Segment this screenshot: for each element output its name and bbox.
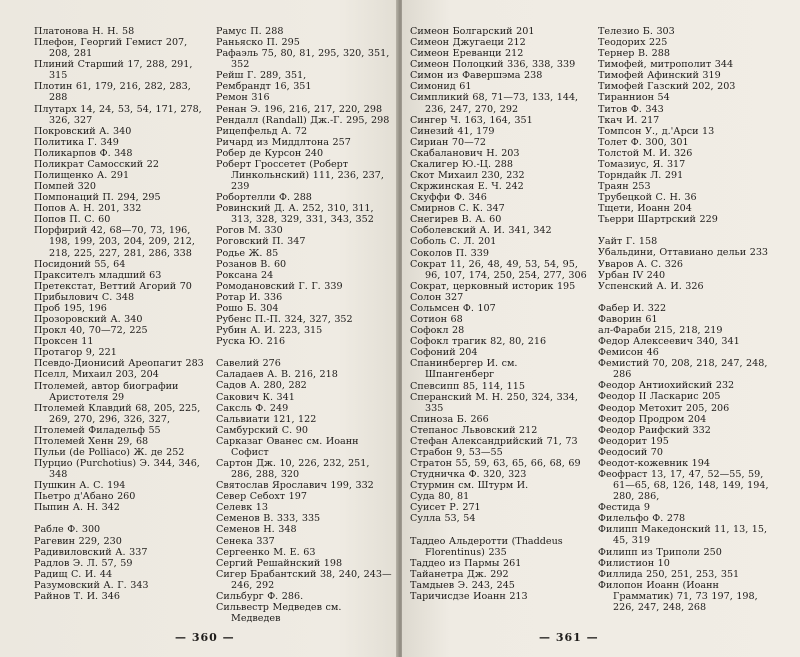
left-page xyxy=(0,0,398,657)
index-gap xyxy=(216,347,394,358)
index-entry: Сенека 337 xyxy=(216,535,275,547)
index-entry: Полищенко А. 291 xyxy=(34,170,130,182)
index-entry: Роберт Гроссетет (Роберт Линкольнский) 111, 236, 237, 239 xyxy=(216,158,384,193)
index-entry: Птолемей Клавдий 68, 205, 225, 269, 270, 296, 326, 327, xyxy=(34,402,201,425)
index-entry: Урбан IV 240 xyxy=(598,269,666,281)
index-entry: Сулла 53, 54 xyxy=(410,513,476,525)
index-entry: Ричард из Миддлтона 257 xyxy=(216,136,351,148)
index-entry: Ротар И. 336 xyxy=(216,291,283,303)
index-column-right-1 xyxy=(410,26,588,602)
index-entry: Пселл, Михаил 203, 204 xyxy=(34,369,159,381)
index-entry: Убальдини, Оттавиано дельи 233 xyxy=(598,247,769,259)
index-column-left-2 xyxy=(216,26,394,624)
index-entry: Скабаланович Н. 203 xyxy=(410,147,520,159)
index-entry: Симеон Болгарский 201 xyxy=(410,26,535,37)
index-entry: Покровский А. 340 xyxy=(34,125,132,137)
index-entry: Снегирев В. А. 60 xyxy=(410,214,502,226)
index-entry: Сарказаг Ованес см. Иоанн Софист xyxy=(216,435,359,458)
index-entry: Птолемей Филадельф 55 xyxy=(34,424,161,436)
index-entry: Попов А. Н. 201, 332 xyxy=(34,203,142,215)
index-entry: Раньяско П. 295 xyxy=(216,37,300,49)
index-entry: Степанос Львовский 212 xyxy=(410,424,538,436)
index-gap xyxy=(598,292,776,303)
index-entry: Родье Ж. 85 xyxy=(216,247,279,259)
right-page xyxy=(402,0,800,657)
index-entry: Плутарх 14, 24, 53, 54, 171, 278, 326, 327 xyxy=(34,103,202,126)
page-number-right: — 361 — xyxy=(539,631,599,644)
index-entry: Суда 80, 81 xyxy=(410,491,470,503)
index-entry: Феодор Антиохийский 232 xyxy=(598,380,735,392)
index-entry: Сперанский М. Н. 250, 324, 334, 335 xyxy=(410,391,578,414)
index-entry: Стурмин см. Штурм И. xyxy=(410,480,529,492)
index-entry: Стефан Александрийский 71, 73 xyxy=(410,435,578,447)
index-entry: Рембрандт 16, 351 xyxy=(216,81,312,93)
index-entry: Софоний 204 xyxy=(410,347,478,359)
index-gap xyxy=(410,525,588,536)
index-entry: Феофраст 13, 17, 47, 52—55, 59, 61—65, 68, 126, 148, 149, 194, 280, 286, xyxy=(598,468,769,503)
index-entry: Попов П. С. 60 xyxy=(34,214,111,226)
index-entry: Садов А. 280, 282 xyxy=(216,380,307,392)
index-entry: Уайт Г. 158 xyxy=(598,236,658,248)
index-entry: Фемисон 46 xyxy=(598,347,659,359)
index-entry: Симонид 61 xyxy=(410,81,472,93)
index-entry: Псевдо-Дионисий Ареопагит 283 xyxy=(34,358,204,370)
index-entry: Посидоний 55, 64 xyxy=(34,258,126,270)
index-entry: Фестида 9 xyxy=(598,502,650,514)
index-entry: Семенов В. 333, 335 xyxy=(216,513,321,525)
index-entry: Сингер Ч. 163, 164, 351 xyxy=(410,114,533,126)
index-entry: Траян 253 xyxy=(598,181,651,193)
index-entry: Радищ С. И. 44 xyxy=(34,568,113,580)
index-entry: Феодор II Ласкарис 205 xyxy=(598,391,721,403)
index-entry: Симеон Джугаеци 212 xyxy=(410,37,526,49)
index-entry: Порфирий 42, 68—70, 73, 196, 198, 199, 203, 204, 209, 212, 218, 225, 227, 281, 286, 338 xyxy=(34,225,195,259)
index-entry: Солон 327 xyxy=(410,291,464,303)
index-entry: Феодосий 70 xyxy=(598,446,664,458)
index-entry: Симон из Фавершэма 238 xyxy=(410,70,543,82)
index-entry: Север Себохт 197 xyxy=(216,491,307,503)
index-entry: Симеон Полоцкий 336, 338, 339 xyxy=(410,59,576,71)
index-entry: Филельфо Ф. 278 xyxy=(598,513,686,525)
index-entry: Пульи (de Polliaco) Ж. де 252 xyxy=(34,446,185,458)
index-entry: Помпей 320 xyxy=(34,181,96,193)
index-entry: Птолемей Хенн 29, 68 xyxy=(34,435,149,447)
index-entry: Соболь С. Л. 201 xyxy=(410,236,497,248)
index-gap xyxy=(598,225,776,236)
index-entry: Феодор Продром 204 xyxy=(598,413,707,425)
index-entry: Сергеенко М. Е. 63 xyxy=(216,546,316,558)
index-entry: Телезио Б. 303 xyxy=(598,26,675,37)
index-entry: Толстой М. И. 326 xyxy=(598,147,693,159)
index-entry: Филлида 250, 251, 253, 351 xyxy=(598,568,740,580)
index-entry: Помпонаций П. 294, 295 xyxy=(34,192,161,204)
index-entry: Прибылович С. 348 xyxy=(34,291,135,303)
index-entry: Селевк 13 xyxy=(216,502,268,514)
index-entry: Федор Алексеевич 340, 341 xyxy=(598,336,740,348)
index-entry: Страбон 9, 53—55 xyxy=(410,446,503,458)
page-number-left: — 360 — xyxy=(175,631,235,644)
index-entry: Фаворин 61 xyxy=(598,313,658,325)
index-entry: Пушкин А. С. 194 xyxy=(34,480,126,492)
index-entry: Политика Г. 349 xyxy=(34,136,119,148)
index-entry: Ромодановский Г. Г. 339 xyxy=(216,280,343,292)
index-entry: Сакович К. 341 xyxy=(216,391,295,403)
index-entry: Ремон 316 xyxy=(216,92,270,104)
index-entry: Савелий 276 xyxy=(216,358,281,370)
index-entry: Смирнов С. К. 347 xyxy=(410,203,505,215)
index-entry: Птолемей, автор биографии Аристотеля 29 xyxy=(34,380,179,403)
index-entry: Праксителъ младший 63 xyxy=(34,269,162,281)
index-entry: Тайанетра Дж. 292 xyxy=(410,568,509,580)
index-entry: Сартон Дж. 10, 226, 232, 251, 286, 288, 320 xyxy=(216,457,370,481)
index-entry: Сильвестр Медведев см. Медведев xyxy=(216,601,342,625)
index-entry: Филипп из Триполи 250 xyxy=(598,546,722,558)
index-entry: Саладаев А. В. 216, 218 xyxy=(216,369,338,381)
index-entry: Поликрат Самосский 22 xyxy=(34,158,159,170)
index-entry: Титов Ф. 343 xyxy=(598,103,664,115)
index-entry: Робер де Курсон 240 xyxy=(216,147,324,159)
index-entry: Претекстат, Веттий Агорий 70 xyxy=(34,280,192,292)
index-entry: Тернер В. 288 xyxy=(598,48,670,60)
index-entry: Райнов Т. И. 346 xyxy=(34,590,120,602)
index-entry: Платонова Н. Н. 58 xyxy=(34,26,135,37)
index-entry: Торндайк Л. 291 xyxy=(598,170,684,182)
index-column-right-2 xyxy=(598,26,776,613)
index-entry: Феодот-кожевник 194 xyxy=(598,457,710,469)
index-entry: Радлов Э. Л. 57, 59 xyxy=(34,557,133,569)
index-entry: Рогов М. 330 xyxy=(216,225,283,237)
index-entry: ал-Фараби 215, 218, 219 xyxy=(598,324,723,336)
index-entry: Толет Ф. 300, 301 xyxy=(598,136,689,148)
index-entry: Плефон, Георгий Гемист 207, 208, 281 xyxy=(34,37,188,60)
index-entry: Прокл 40, 70—72, 225 xyxy=(34,325,148,337)
index-entry: Скржинская Е. Ч. 242 xyxy=(410,181,524,193)
index-entry: Софокл 28 xyxy=(410,325,465,337)
index-entry: Уваров А. С. 326 xyxy=(598,258,684,270)
index-entry: Симпликий 68, 71—73, 133, 144, 236, 247, 270, 292 xyxy=(410,92,579,115)
index-entry: Проксен 11 xyxy=(34,336,94,348)
index-entry: Студничка Ф. 320, 323 xyxy=(410,469,527,481)
index-entry: Феодор Раифский 332 xyxy=(598,424,711,436)
index-entry: Софокл трагик 82, 80, 216 xyxy=(410,336,547,348)
index-entry: Пыпин А. Н. 342 xyxy=(34,502,120,514)
index-entry: Томпсон У., д.'Арси 13 xyxy=(598,125,715,137)
index-entry: Тщети, Иоанн 204 xyxy=(598,203,692,215)
index-entry: Рендалл (Randall) Дж.-Г. 295, 298 xyxy=(216,114,390,126)
index-entry: Тимофей Газский 202, 203 xyxy=(598,81,736,93)
index-entry: Ровинский Д. А. 252, 310, 311, 313, 328, 329, 331, 343, 352 xyxy=(216,203,374,226)
index-entry: Спиноза Б. 266 xyxy=(410,413,489,425)
index-entry: Рубин А. И. 223, 315 xyxy=(216,325,323,337)
index-entry: Скуффи Ф. 346 xyxy=(410,192,487,204)
index-entry: Скот Михаил 230, 232 xyxy=(410,170,525,182)
index-entry: Сириан 70—72 xyxy=(410,136,486,148)
index-entry: Рицепфельд А. 72 xyxy=(216,125,308,137)
index-entry: Роксана 24 xyxy=(216,269,274,281)
index-entry: Суисет Р. 271 xyxy=(410,502,481,514)
index-entry: Проб 195, 196 xyxy=(34,302,107,314)
index-entry: Соболевский А. И. 341, 342 xyxy=(410,225,552,237)
index-entry: Рагевин 229, 230 xyxy=(34,535,122,547)
index-entry: Таричисдзе Иоанн 213 xyxy=(410,590,528,602)
index-entry: Феодорит 195 xyxy=(598,435,669,447)
index-entry: Ткач И. 217 xyxy=(598,114,660,126)
index-column-left-1 xyxy=(34,26,212,602)
index-entry: Пурцио (Purchotius) Э. 344, 346, 348 xyxy=(34,458,200,481)
index-entry: Скалигер Ю.-Ц. 288 xyxy=(410,158,513,170)
index-entry: Сотион 68 xyxy=(410,314,463,326)
index-entry: Саксль Ф. 249 xyxy=(216,402,289,414)
index-entry: Робортелли Ф. 288 xyxy=(216,192,312,204)
index-entry: Сильбург Ф. 286. xyxy=(216,590,304,602)
index-entry: Сигер Брабантский 38, 240, 243—246, 292 xyxy=(216,568,392,591)
index-entry: Сольмсен Ф. 107 xyxy=(410,302,496,314)
index-entry: Семенов Н. 348 xyxy=(216,524,297,536)
index-entry: Тамдыев Э. 243, 245 xyxy=(410,579,515,591)
index-entry: Сергий Решайнский 198 xyxy=(216,557,343,569)
index-entry: Протагор 9, 221 xyxy=(34,347,117,359)
index-entry: Сократ, церковный историк 195 xyxy=(410,280,576,292)
index-entry: Святослав Ярославич 199, 332 xyxy=(216,480,374,492)
index-entry: Тимофей Афинский 319 xyxy=(598,70,721,82)
index-entry: Стратон 55, 59, 63, 65, 66, 68, 69 xyxy=(410,458,581,470)
index-entry: Руска Ю. 216 xyxy=(216,336,286,348)
index-entry: Рамус П. 288 xyxy=(216,26,284,37)
index-entry: Таддео Альдеротти (Thaddeus Florentinus) 235 xyxy=(410,535,563,558)
index-entry: Прозоровский А. 340 xyxy=(34,314,143,326)
index-entry: Тьерри Шартрский 229 xyxy=(598,214,718,226)
index-entry: Рейш Г. 289, 351, xyxy=(216,70,307,82)
index-entry: Самбурский С. 90 xyxy=(216,424,308,436)
index-entry: Соколов П. 339 xyxy=(410,247,489,259)
index-entry: Таддео из Пармы 261 xyxy=(410,557,522,569)
index-entry: Роговский П. 347 xyxy=(216,236,306,248)
index-entry: Филопон Иоанн (Иоанн Грамматик) 71, 73 197, 198, 226, 247, 248, 268 xyxy=(598,579,758,613)
index-entry: Фабер И. 322 xyxy=(598,302,667,314)
index-entry: Разумовский А. Г. 343 xyxy=(34,579,149,591)
index-gap xyxy=(34,513,212,524)
index-entry: Поликарпов Ф. 348 xyxy=(34,147,133,159)
index-entry: Сальвиати 121, 122 xyxy=(216,413,317,425)
index-entry: Успенский А. И. 326 xyxy=(598,280,704,292)
index-entry: Рафаэль 75, 80, 81, 295, 320, 351, 352 xyxy=(216,48,390,71)
index-entry: Томазиус, Я. 317 xyxy=(598,158,686,170)
index-entry: Филипп Македонский 11, 13, 15, 45, 319 xyxy=(598,524,768,547)
index-entry: Плотин 61, 179, 216, 282, 283, 288 xyxy=(34,81,191,104)
index-entry: Сократ 11, 26, 48, 49, 53, 54, 95, 96, 107, 174, 250, 254, 277, 306 xyxy=(410,258,587,281)
index-entry: Ренан Э. 196, 216, 217, 220, 298 xyxy=(216,103,383,115)
index-entry: Симеон Ереванци 212 xyxy=(410,48,524,60)
index-entry: Тираннион 54 xyxy=(598,92,670,104)
index-entry: Рошо Б. 304 xyxy=(216,302,279,314)
index-entry: Филистион 10 xyxy=(598,557,670,569)
index-entry: Плиний Старший 17, 288, 291, 315 xyxy=(34,59,193,82)
index-entry: Пьетро д'Абано 260 xyxy=(34,491,136,503)
index-entry: Рубенс П.-П. 324, 327, 352 xyxy=(216,314,353,326)
index-entry: Спевсипп 85, 114, 115 xyxy=(410,380,525,392)
index-entry: Теодорих 225 xyxy=(598,37,668,49)
index-entry: Тимофей, митрополит 344 xyxy=(598,59,734,71)
index-entry: Рабле Ф. 300 xyxy=(34,524,101,536)
index-entry: Феодор Метохит 205, 206 xyxy=(598,402,730,414)
index-entry: Розанов В. 60 xyxy=(216,258,287,270)
index-entry: Трубецкой С. Н. 36 xyxy=(598,192,697,204)
index-entry: Радивиловский А. 337 xyxy=(34,546,148,558)
index-entry: Фемистий 70, 208, 218, 247, 248, 286 xyxy=(598,358,768,381)
index-entry: Спанинбергер И. см. Шпангенберг xyxy=(410,358,518,381)
index-entry: Синезий 41, 179 xyxy=(410,125,495,137)
